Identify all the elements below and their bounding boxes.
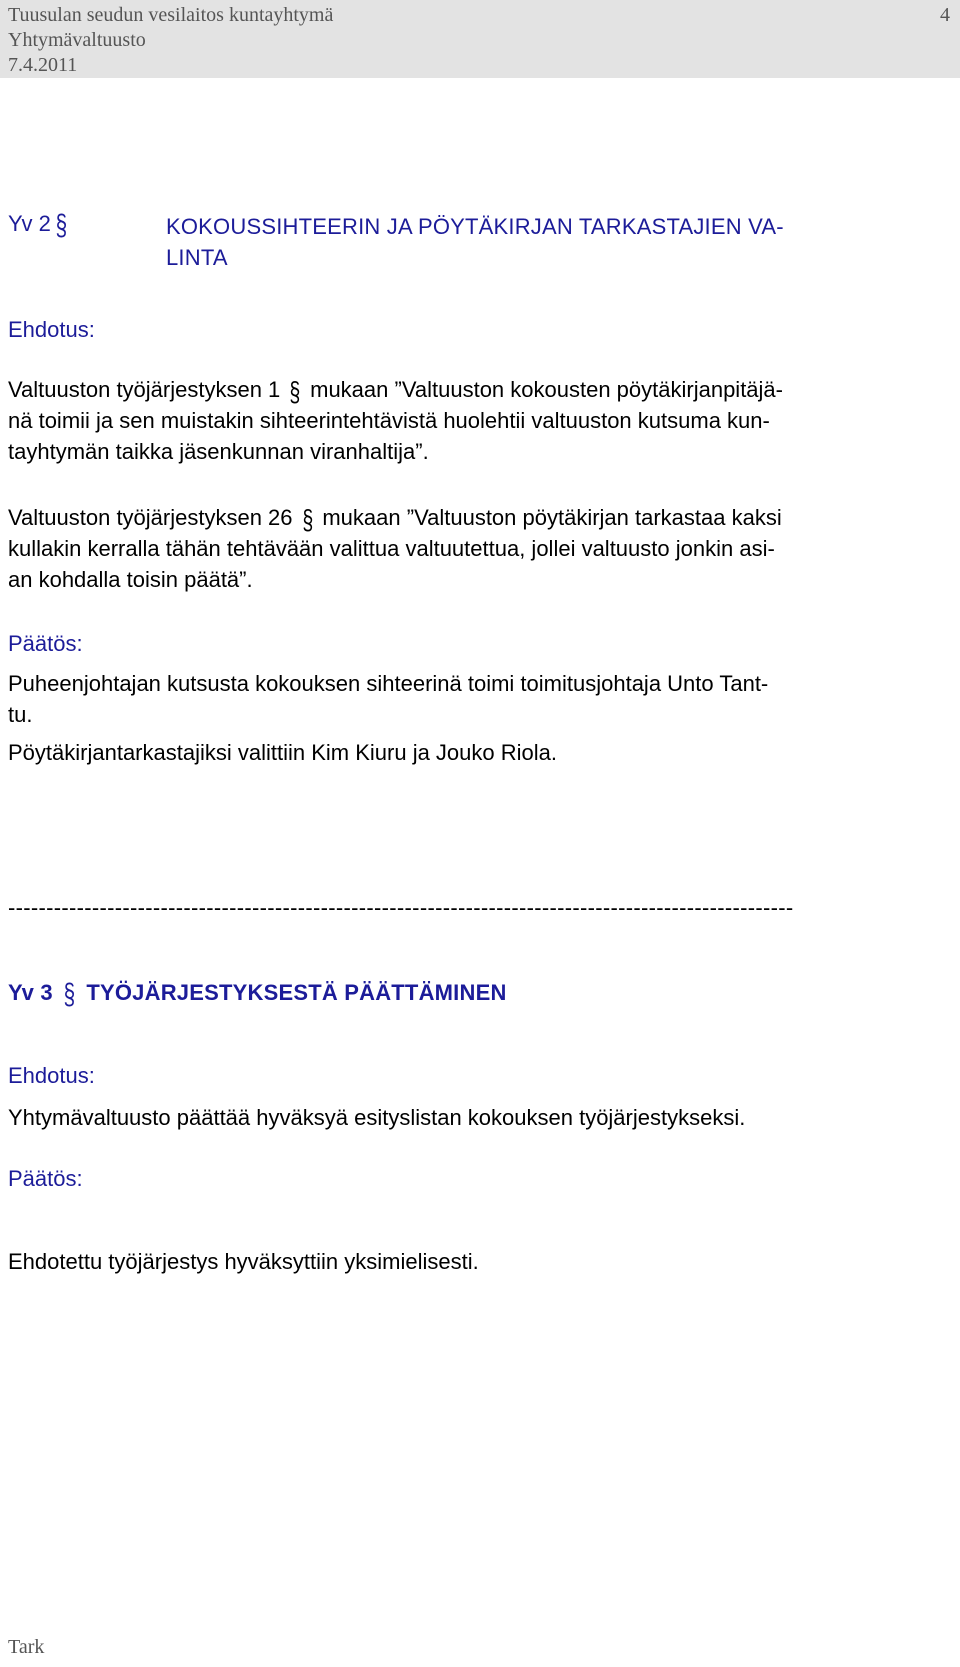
section-number: Yv 3 [8,980,53,1005]
proposal-label: Ehdotus: [8,317,95,342]
decision-paragraph: Puheenjohtajan kutsusta kokouksen sihteerinä toimi toimitusjohtaja Unto Tant- tu. [8,671,769,727]
section-sign: § [301,504,313,535]
header-body: Yhtymävaltuusto [8,29,146,51]
decision-label: Päätös: [8,631,83,656]
section-number: Yv 2 § [8,209,67,242]
proposal-label: Ehdotus: [8,1063,95,1088]
proposal-paragraph-1: Valtuuston työjärjestyksen 1 § mukaan ”Valtuuston kokousten pöytäkirjanpitäjä- nä toimii ja sen muistakin sihteerintehtävistä huolehtii valtuuston kutsuma kun- tayhtymän taikka jäsenkunnan viranhaltija”. [8,376,783,464]
proposal-text: Yhtymävaltuusto päättää hyväksyä esityslistan kokouksen työjärjestykseksi. [8,1105,746,1130]
decision-text: Ehdotettu työjärjestys hyväksyttiin yksimielisesti. [8,1249,479,1274]
section-sign: § [289,376,301,407]
proposal-paragraph-2: Valtuuston työjärjestyksen 26 § mukaan ”Valtuuston pöytäkirjan tarkastaa kaksi kullakin kerralla tähän tehtävään valittua valtuutettua, jollei valtuusto jonkin asi- an kohdalla toisin päätä”. [8,504,782,592]
section-heading-yv3 [8,977,938,1011]
section-title: KOKOUSSIHTEERIN JA PÖYTÄKIRJAN TARKASTAJIEN VA- LINTA [166,214,784,270]
decision-paragraph-2: Pöytäkirjantarkastajiksi valittiin Kim Kiuru ja Jouko Riola. [8,740,557,765]
footer-text: Tark [8,1636,45,1658]
section-separator: ------------------------------------------------------------------------------------------------------- [8,895,794,920]
page-header [0,0,960,78]
section-title: TYÖJÄRJESTYKSESTÄ PÄÄTTÄMINEN [86,980,507,1005]
section-sign: § [63,978,76,1011]
header-date: 7.4.2011 [8,54,78,76]
header-organization: Tuusulan seudun vesilaitos kuntayhtymä [8,4,334,26]
decision-label: Päätös: [8,1166,83,1191]
section-sign: § [55,209,67,242]
page-number: 4 [940,4,950,26]
